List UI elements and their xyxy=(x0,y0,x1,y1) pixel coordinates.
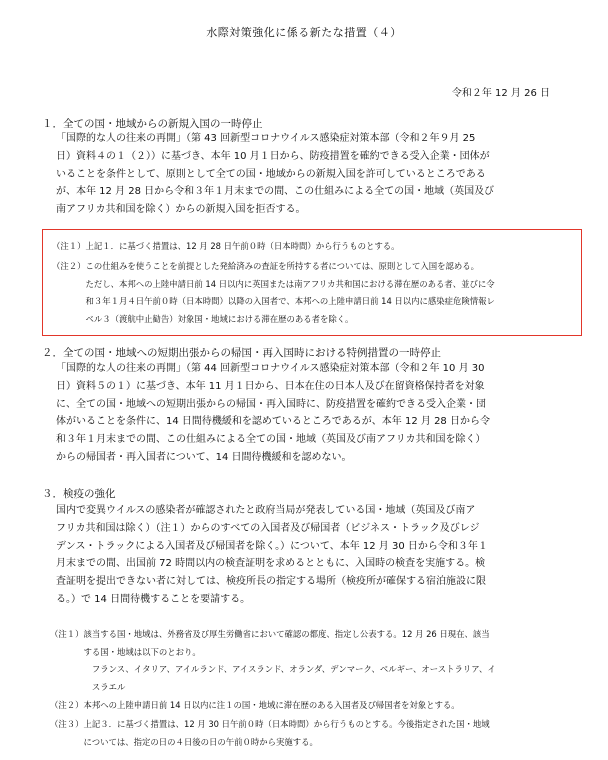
section-1-heading: １．全ての国・地域からの新規入国の一時停止 xyxy=(42,118,263,130)
section-1-body: 「国際的な人の往来の再開」（第 43 回新型コロナウイルス感染症対策本部（令和２年９月 25 日）資料４の１（２））に基づき、本年 10 月１日から、防疫措置を確約できる受入企業・団体が いることを条件として、原則として全ての国・地域からの新規入国を許可しているところである が、本年 12 月 28 日から令和３年１月末までの間、この仕組みによる全ての国・地域（英国及び 南アフリカ共和国を除く）からの新規入国を拒否する。 xyxy=(56,133,495,216)
section-2-body: 「国際的な人の往来の再開」（第 44 回新型コロナウイルス感染症対策本部（令和２年 10 月 30 日）資料５の１）に基づき、本年 11 月１日から、日本在住の日本人及び在留資格保持者を対象 に、全ての国・地域への短期出張からの帰国・再入国時に、防疫措置を確約できる受入企業・団 体がいることを条件に、14 日間待機緩和を認めているところであるが、本年 12 月 28 日から令 和３年１月末までの間、この仕組みによる全ての国・地域（英国及び南アフリカ共和国を除く） からの帰国者・再入国者について、14 日間待機緩和を認めない。 xyxy=(56,363,490,463)
document-title: 水際対策強化に係る新たな措置（４） xyxy=(206,26,402,39)
section-2-heading: ２．全ての国・地域への短期出張からの帰国・再入国時における特例措置の一時停止 xyxy=(42,347,441,359)
section-3-note-3: （注３）上記３．に基づく措置は、12 月 30 日午前０時（日本時間）から行うものとする。今後指定された国・地域 については、指定の日の４日後の日の午前０時から実施する。 xyxy=(50,719,490,747)
document-date: 令和２年 12 月 26 日 xyxy=(451,88,550,99)
section-3-body: 国内で変異ウイルスの感染者が確認されたと政府当局が発表している国・地域（英国及び南ア フリカ共和国は除く）（注１）からのすべての入国者及び帰国者（ビジネス・トラック及びレジ デンス・トラックによる入国者及び帰国者を除く。）について、本年 12 月 30 日から令和３年１ 月末までの間、出国前 72 時間以内の検査証明を求めるとともに、入国時の検査を実施する。検 査証明を提出できない者に対しては、検疫所長の指定する場所（検疫所が確保する宿泊施設に限 る。）で 14 日間待機することを要請する。 xyxy=(56,505,488,605)
section-3-heading: ３．検疫の強化 xyxy=(42,488,116,500)
section-3-note-1: （注１）該当する国・地域は、外務省及び厚生労働省において確認の都度、指定し公表する。12 月 26 日現在、該当 する国・地域は以下のとおり。 フランス、イタリア、アイルランド、アイスランド、オランダ、デンマーク、ベルギー、オーストラリア、イ スラエル xyxy=(50,629,496,692)
boxed-note-1: （注１）上記１．に基づく措置は、12 月 28 日午前０時（日本時間）から行うものとする。 xyxy=(52,241,400,251)
section-3-note-2: （注２）本邦への上陸申請日前 14 日以内に注１の国・地域に滞在歴のある入国者及び帰国者を対象とする。 xyxy=(50,700,460,710)
boxed-note-2: （注２）この仕組みを使うことを前提とした発給済みの査証を所持する者については、原則として入国を認める。 ただし、本邦への上陸申請日前 14 日以内に英国または南アフリカ共和国における滞在歴のある者、並びに令 和３年１月４日午前０時（日本時間）以降の入国者で、本邦への上陸申請日前 14 日以内に感染症危険情報レ ベル３（渡航中止勧告）対象国・地域における滞在歴のある者を除く。 xyxy=(52,261,495,324)
